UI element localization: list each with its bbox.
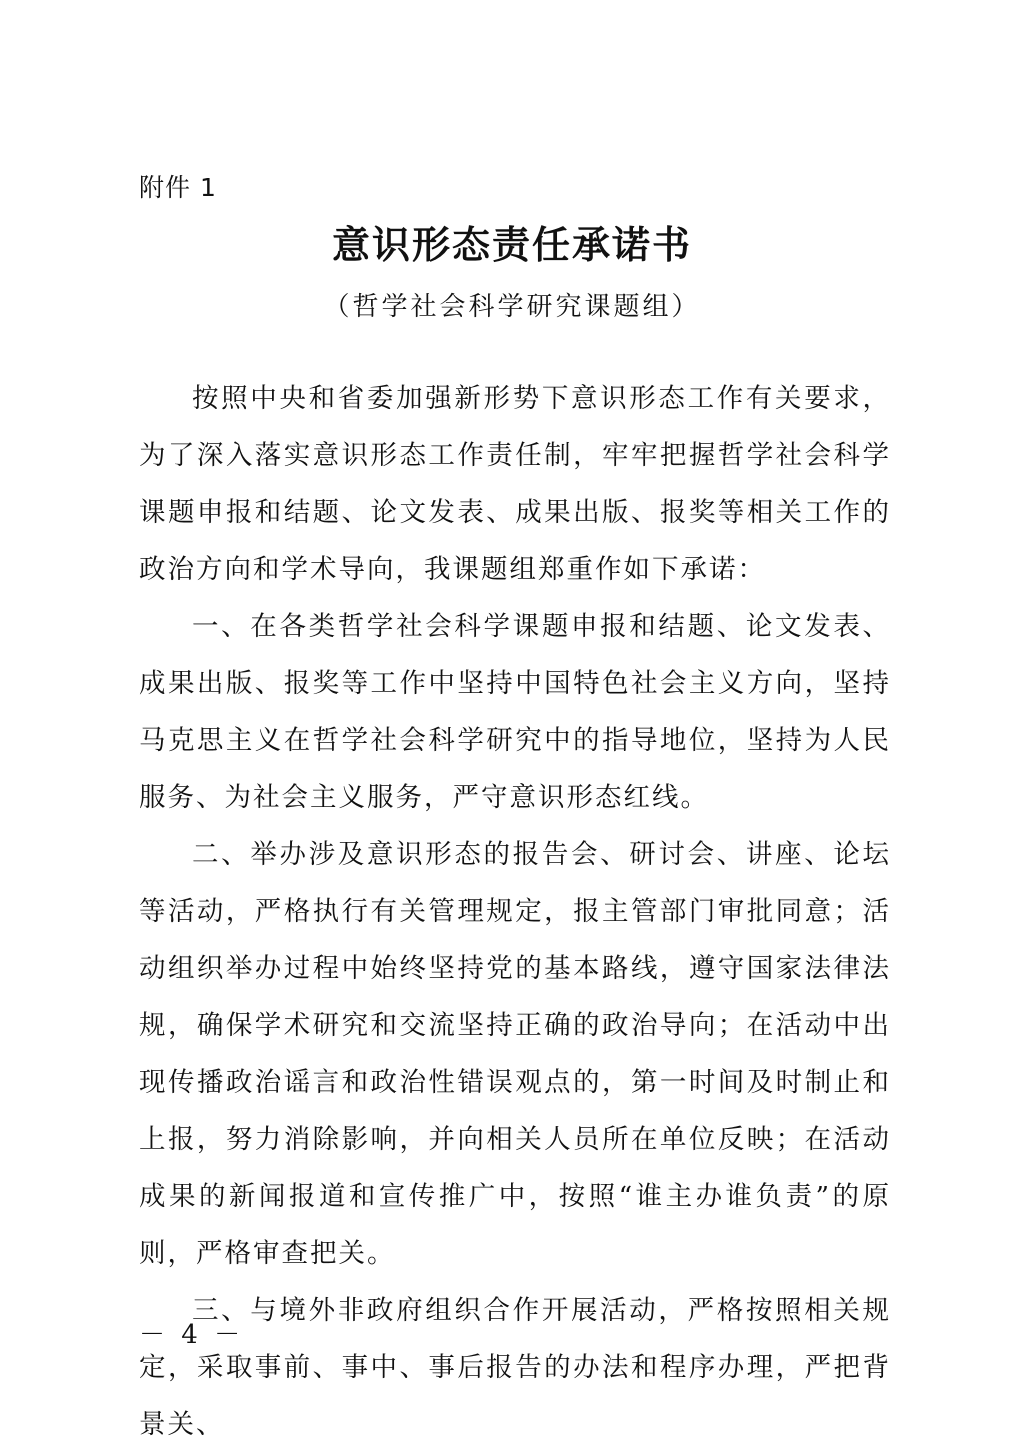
page-number: － 4 － (139, 1320, 245, 1350)
document-title: 意识形态责任承诺书 (331, 222, 692, 267)
document-subtitle: （哲学社会科学研究课题组） (323, 292, 701, 322)
paragraph-intro: 按照中央和省委加强新形势下意识形态工作有关要求，为了深入落实意识形态工作责任制，牢牢把握哲学社会科学课题申报和结题、论文发表、成果出版、报奖等相关工作的政治方向和学术导向，我课题组郑重作如下承诺： (139, 383, 891, 585)
document-body (139, 370, 891, 1453)
attachment-label: 附件 1 (139, 173, 217, 202)
paragraph-item-2: 二、举办涉及意识形态的报告会、研讨会、讲座、论坛等活动，严格执行有关管理规定，报主管部门审批同意；活动组织举办过程中始终坚持党的基本路线，遵守国家法律法规，确保学术研究和交流坚持正确的政治导向；在活动中出现传播政治谣言和政治性错误观点的，第一时间及时制止和上报，努力消除影响，并向相关人员所在单位反映；在活动成果的新闻报道和宣传推广中，按照“谁主办谁负责”的原则，严格审查把关。 (139, 839, 891, 1269)
paragraph-item-1: 一、在各类哲学社会科学课题申报和结题、论文发表、成果出版、报奖等工作中坚持中国特色社会主义方向，坚持马克思主义在哲学社会科学研究中的指导地位，坚持为人民服务、为社会主义服务，严守意识形态红线。 (139, 611, 891, 813)
paragraph-item-3: 三、与境外非政府组织合作开展活动，严格按照相关规定，采取事前、事中、事后报告的办法和程序办理，严把背景关、 (139, 1295, 891, 1440)
